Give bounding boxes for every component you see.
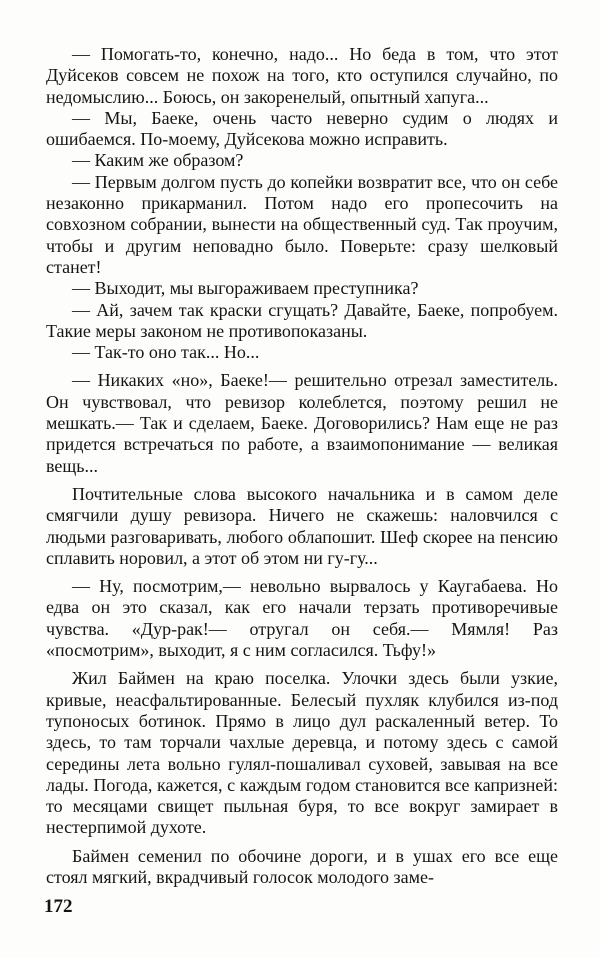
paragraph-9: Почтительные слова высокого начальника и в самом деле смягчили душу ревизора. Ничего не скажешь: наловчился с людьми разговаривать, любого облапошит. Шеф скорее на пенсию сплавить норовил, а этот об этом ни гу-гу... <box>46 483 558 568</box>
paragraph-4: — Первым долгом пусть до копейки возвратит все, что он себе незаконно прикарманил. Потом надо его пропесочить на совхозном собрании, вынести на общественный суд. Так проучим, чтобы и другим неповадно было. Поверьте: сразу шелковый станет! <box>46 171 558 277</box>
paragraph-1: — Помогать-то, конечно, надо... Но беда в том, что этот Дуйсеков совсем не похож на того, кто оступился случайно, по недомыслию... Боюсь, он закоренелый, опытный хапуга... <box>46 44 558 107</box>
paragraph-11: Жил Баймен на краю поселка. Улочки здесь были узкие, кривые, неасфальтированные. Белесый пухляк клубился из-под тупоносых ботинок. Прямо в лицо дул раскаленный ветер. То здесь, то там торчали чахлые деревца, и потому здесь с самой середины лета вольно гулял-пошаливал суховей, завывая на все лады. Погода, кажется, с каждым годом становится все капризней: то месяцами свищет пыльная буря, то все вокруг замирает в нестерпимой духоте. <box>46 668 558 838</box>
paragraph-6: — Ай, зачем так краски сгущать? Давайте, Баеке, попробуем. Такие меры законом не противопоказаны. <box>46 299 558 341</box>
page-number: 172 <box>44 896 73 917</box>
paragraph-8: — Никаких «но», Баеке!— решительно отрезал заместитель. Он чувствовал, что ревизор колеблется, поэтому решил не мешкать.— Так и сделаем, Баеке. Договорились? Нам еще не раз придется встречаться по работе, а взаимопонимание — великая вещь... <box>46 370 558 476</box>
paragraph-5: — Выходит, мы выгораживаем преступника? <box>72 278 419 299</box>
paragraph-3: — Каким же образом? <box>72 150 244 171</box>
paragraph-10: — Ну, посмотрим,— невольно вырвалось у Каугабаева. Но едва он это сказал, как его начали терзать противоречивые чувства. «Дур-рак!— отругал он себя.— Мямля! Раз «посмотрим», выходит, я с ним согласился. Тьфу!» <box>46 576 558 661</box>
paragraph-7: — Так-то оно так... Но... <box>72 342 260 363</box>
paragraph-12: Баймен семенил по обочине дороги, и в ушах его все еще стоял мягкий, вкрадчивый голосок молодого заме- <box>46 845 558 887</box>
paragraph-2: — Мы, Баеке, очень часто неверно судим о людях и ошибаемся. По-моему, Дуйсекова можно исправить. <box>46 107 558 150</box>
page-text <box>46 44 558 888</box>
